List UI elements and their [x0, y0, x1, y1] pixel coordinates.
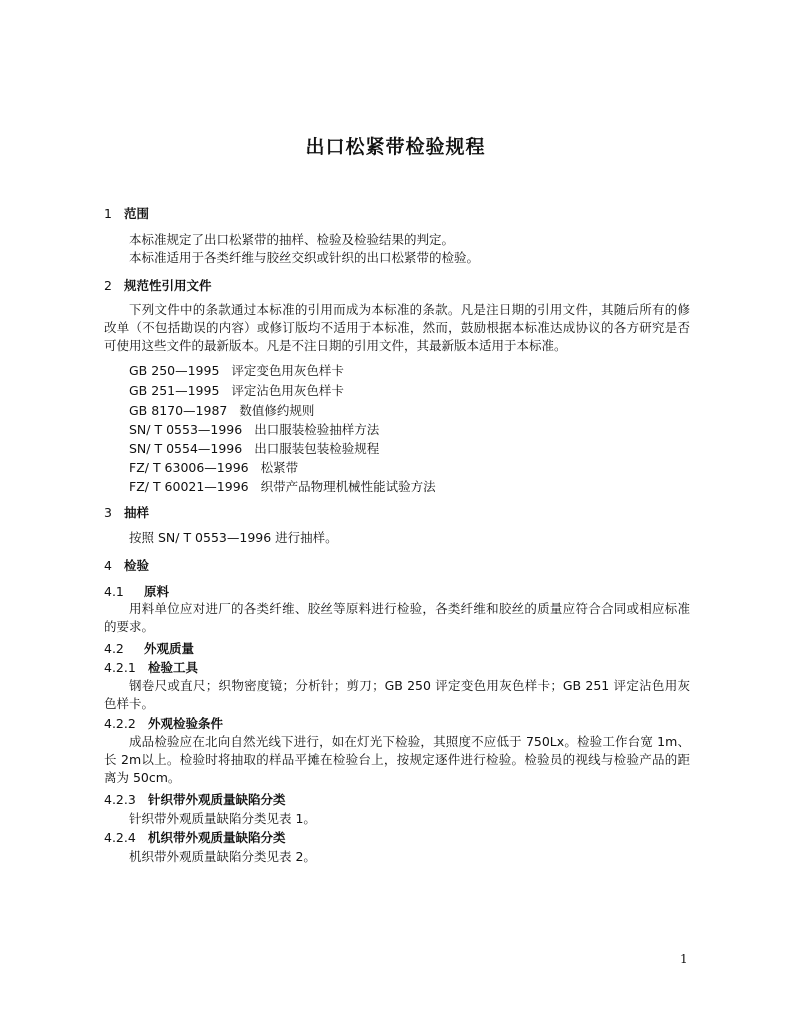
section-number: 4.2.4	[104, 830, 136, 845]
section-1-heading	[104, 204, 149, 222]
document-title: 出口松紧带检验规程	[305, 136, 486, 158]
section-title: 机织带外观质量缺陷分类	[148, 830, 286, 845]
reference-name: 织带产品物理机械性能试验方法	[260, 479, 436, 494]
section-title: 检验	[124, 558, 150, 573]
section-title: 针织带外观质量缺陷分类	[148, 792, 286, 807]
section-title: 抽样	[124, 505, 150, 520]
reference-name: 松紧带	[260, 460, 299, 475]
section-title: 原料	[144, 584, 170, 599]
paragraph-block	[104, 677, 690, 713]
paragraph: 钢卷尺或直尺；织物密度镜；分析针；剪刀；GB 250 评定变色用灰色样卡；GB 251 评定沾色用灰色样卡。	[104, 678, 690, 711]
section-title: 规范性引用文件	[124, 278, 212, 293]
subsection-4-2-4-heading	[104, 828, 286, 846]
section-number: 4.1	[104, 584, 124, 599]
reference-item	[129, 361, 344, 379]
paragraph: 用料单位应对进厂的各类纤维、胶丝等原料进行检验，各类纤维和胶丝的质量应符合合同或相应标准的要求。	[104, 601, 690, 634]
paragraph: 机织带外观质量缺陷分类见表 2。	[129, 849, 316, 864]
paragraph: 成品检验应在北向自然光线下进行，如在灯光下检验，其照度不应低于 750Lx。检验工作台宽 1m、长 2m以上。检验时将抽取的样品平摊在检验台上，按规定逐件进行检验。检验员的视线与检验产品的距离为 50cm。	[104, 734, 690, 785]
section-title: 外观检验条件	[148, 716, 224, 731]
reference-code: FZ/ T 60021—1996	[129, 479, 249, 494]
reference-code: FZ/ T 63006—1996	[129, 460, 249, 475]
section-number: 4	[104, 558, 112, 573]
reference-item	[129, 439, 379, 457]
subsection-4-1-heading	[104, 582, 169, 600]
paragraph-block	[104, 733, 690, 787]
reference-item	[129, 420, 379, 438]
reference-code: SN/ T 0553—1996	[129, 422, 243, 437]
page-number: 1	[680, 952, 688, 966]
section-number: 2	[104, 278, 112, 293]
reference-item	[129, 401, 314, 419]
section-title: 范围	[124, 206, 150, 221]
reference-name: 评定变色用灰色样卡	[231, 363, 344, 378]
reference-item	[129, 477, 436, 495]
paragraph: 本标准规定了出口松紧带的抽样、检验及检验结果的判定。	[129, 232, 455, 247]
subsection-4-2-3-heading	[104, 790, 286, 808]
reference-item	[129, 381, 344, 399]
reference-code: GB 250—1995	[129, 363, 220, 378]
paragraph: 本标准适用于各类纤维与胶丝交织或针织的出口松紧带的检验。	[129, 250, 480, 265]
paragraph: 针织带外观质量缺陷分类见表 1。	[129, 811, 316, 826]
section-title: 检验工具	[148, 660, 199, 675]
reference-code: SN/ T 0554—1996	[129, 441, 243, 456]
paragraph-block	[104, 301, 690, 355]
section-number: 4.2.1	[104, 660, 136, 675]
reference-name: 出口服装包装检验规程	[254, 441, 380, 456]
section-number: 4.2	[104, 641, 124, 656]
paragraph: 按照 SN/ T 0553—1996 进行抽样。	[129, 530, 338, 545]
section-number: 1	[104, 206, 112, 221]
paragraph-block	[104, 600, 690, 636]
section-2-heading	[104, 276, 212, 294]
subsection-4-2-heading	[104, 639, 194, 657]
reference-name: 出口服装检验抽样方法	[254, 422, 380, 437]
section-number: 4.2.2	[104, 716, 136, 731]
section-4-heading	[104, 556, 149, 574]
section-number: 3	[104, 505, 112, 520]
subsection-4-2-2-heading	[104, 714, 223, 732]
reference-code: GB 8170—1987	[129, 403, 228, 418]
reference-name: 评定沾色用灰色样卡	[231, 383, 344, 398]
reference-item	[129, 458, 298, 476]
paragraph: 下列文件中的条款通过本标准的引用而成为本标准的条款。凡是注日期的引用文件，其随后所有的修改单（不包括勘误的内容）或修订版均不适用于本标准，然而，鼓励根据本标准达成协议的各方研究是否可使用这些文件的最新版本。凡是不注日期的引用文件，其最新版本适用于本标准。	[104, 302, 690, 353]
section-title: 外观质量	[144, 641, 195, 656]
section-3-heading	[104, 503, 149, 521]
reference-code: GB 251—1995	[129, 383, 220, 398]
section-number: 4.2.3	[104, 792, 136, 807]
subsection-4-2-1-heading	[104, 658, 198, 676]
reference-name: 数值修约规则	[239, 403, 315, 418]
